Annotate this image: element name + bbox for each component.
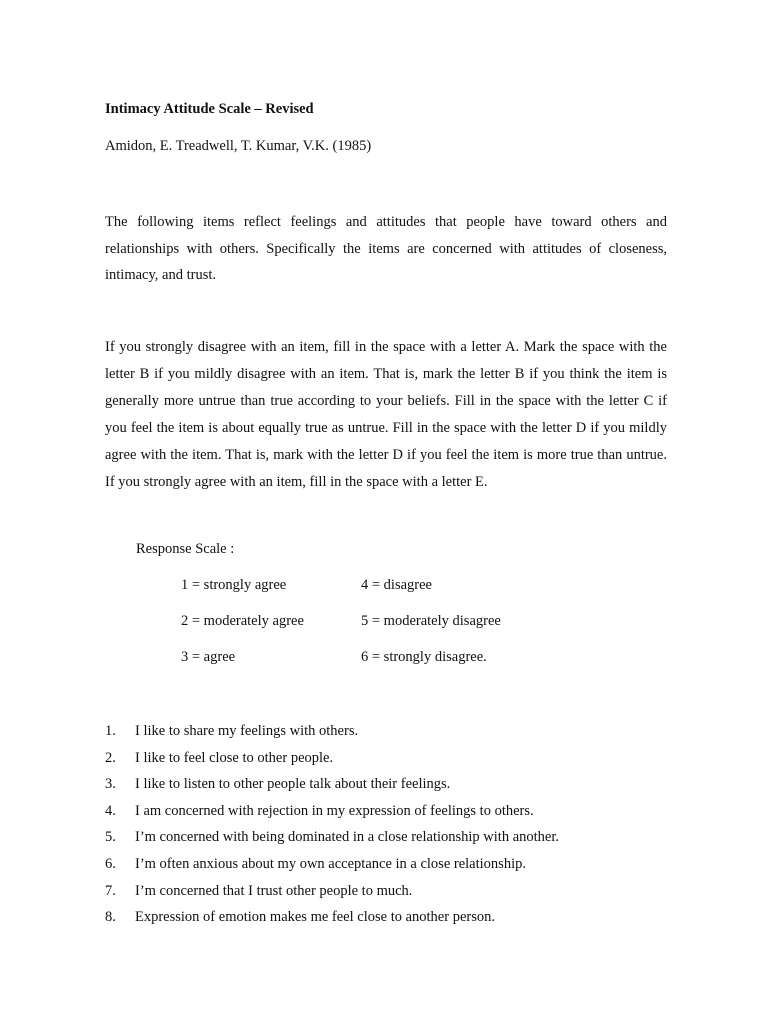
list-item [105, 881, 559, 908]
item-text: I am concerned with rejection in my expression of feelings to others. [135, 802, 534, 819]
list-item [105, 748, 559, 775]
document-title: Intimacy Attitude Scale – Revised [105, 101, 314, 117]
citation: Amidon, E. Treadwell, T. Kumar, V.K. (1985) [105, 138, 372, 154]
item-text: Expression of emotion makes me feel close to another person. [135, 909, 495, 926]
list-item [105, 827, 559, 854]
list-item [105, 721, 559, 748]
item-list [105, 721, 559, 934]
item-text: I’m often anxious about my own acceptance in a close relationship. [135, 855, 526, 872]
scale-option-3: 3 = agree [181, 649, 236, 665]
item-number: 4. [105, 802, 116, 819]
list-item [105, 801, 559, 828]
scale-option-4: 4 = disagree [361, 577, 432, 593]
scale-option-2: 2 = moderately agree [181, 613, 304, 629]
item-text: I like to share my feelings with others. [135, 723, 359, 739]
item-text: I like to feel close to other people. [135, 749, 334, 766]
item-number: 1. [105, 723, 116, 739]
instructions-paragraph: If you strongly disagree with an item, fill in the space with a letter A. Mark the space with the letter B if you mildly disagree with an item. That is, mark the letter B if you think the item is generally more untrue than true according to your beliefs. Fill in the space with the letter C if you feel the item is about equally true as untrue. Fill in the space with the letter D if you mildly agree with the item. That is, mark with the letter D if you feel the item is more true than untrue. If you strongly agree with an item, fill in the space with a letter E. [105, 339, 667, 490]
item-text: I’m concerned that I trust other people to much. [135, 882, 413, 899]
scale-option-1: 1 = strongly agree [181, 577, 287, 593]
item-number: 6. [105, 855, 116, 872]
item-number: 8. [105, 909, 116, 926]
list-item [105, 907, 559, 934]
item-number: 3. [105, 776, 116, 793]
item-text: I’m concerned with being dominated in a close relationship with another. [135, 829, 560, 846]
scale-option-5: 5 = moderately disagree [361, 613, 501, 629]
list-item [105, 854, 559, 881]
item-number: 7. [105, 882, 116, 899]
response-scale-options [181, 577, 581, 687]
item-number: 5. [105, 829, 116, 846]
item-number: 2. [105, 749, 116, 766]
item-text: I like to listen to other people talk about their feelings. [135, 776, 451, 793]
scale-option-6: 6 = strongly disagree. [361, 649, 487, 665]
intro-paragraph: The following items reflect feelings and attitudes that people have toward others and relationships with others. Specifically the items are concerned with attitudes of closeness, intimacy, and trust. [105, 214, 667, 283]
list-item [105, 774, 559, 801]
response-scale-label: Response Scale : [136, 541, 235, 557]
